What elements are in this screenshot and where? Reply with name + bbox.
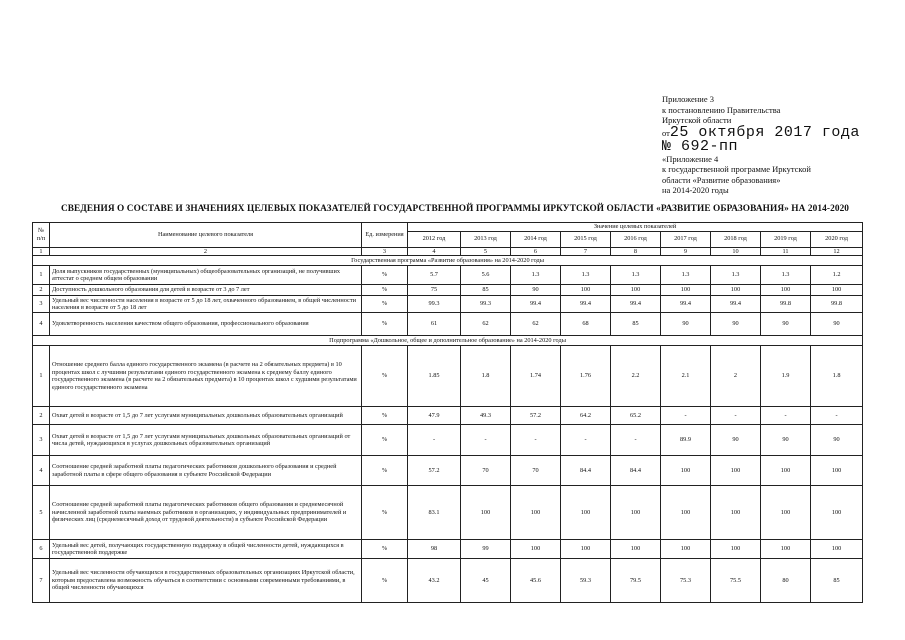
value-cell: 70 xyxy=(461,456,511,486)
table-row xyxy=(33,425,863,456)
value-cell: 1.3 xyxy=(511,266,561,285)
unit-cell: % xyxy=(362,456,408,486)
annex-line: области «Развитие образования» xyxy=(662,174,781,185)
value-cell: 100 xyxy=(711,285,761,296)
value-cell: 100 xyxy=(661,285,711,296)
value-cell: 75.5 xyxy=(711,559,761,603)
value-cell: 49.3 xyxy=(461,407,511,425)
value-cell: 85 xyxy=(461,285,511,296)
annex-line: Иркутской области xyxy=(662,115,732,125)
column-number: 2 xyxy=(50,247,362,256)
table-row xyxy=(33,266,863,285)
row-number: 1 xyxy=(33,266,50,285)
value-cell: 100 xyxy=(711,456,761,486)
indicator-name: Доля выпускников государственных (муниципальных) общеобразовательных организаций, не получивших аттестат о среднем общем образовании xyxy=(50,266,362,285)
value-cell: 62 xyxy=(511,313,561,336)
value-cell: 85 xyxy=(811,559,863,603)
value-cell: 89.9 xyxy=(661,425,711,456)
indicator-name: Соотношение средней заработной платы педагогических работников общего образования и среднемесячной начисленной заработной платы наемных работников в организациях, у индивидуальных предпринимателей и физических лиц (среднемесячный доход от трудовой деятельности) в субъекте Российской Федерации xyxy=(50,486,362,540)
value-cell: 99.4 xyxy=(661,296,711,313)
value-cell: 99.4 xyxy=(611,296,661,313)
row-number: 1 xyxy=(33,346,50,407)
annex-line: на 2014-2020 годы xyxy=(662,185,729,195)
value-cell: 99.3 xyxy=(408,296,461,313)
value-cell: 75.3 xyxy=(661,559,711,603)
value-cell: 100 xyxy=(611,540,661,559)
value-cell: 1.3 xyxy=(611,266,661,285)
value-cell: 90 xyxy=(511,285,561,296)
indicator-name: Удовлетворенность населения качеством общего образования, профессионального образования xyxy=(50,313,362,336)
annex-line: к постановлению Правительства xyxy=(662,104,781,115)
value-cell: 1.3 xyxy=(711,266,761,285)
value-cell: 100 xyxy=(761,456,811,486)
value-cell: 99.4 xyxy=(561,296,611,313)
value-cell: 64.2 xyxy=(561,407,611,425)
value-cell: 100 xyxy=(711,486,761,540)
value-cell: 99.3 xyxy=(461,296,511,313)
value-cell: 100 xyxy=(811,456,863,486)
value-cell: - xyxy=(611,425,661,456)
value-cell: 100 xyxy=(661,486,711,540)
row-number: 3 xyxy=(33,425,50,456)
section-row xyxy=(33,336,863,346)
header-year: 2016 год xyxy=(611,231,661,247)
value-cell: 85 xyxy=(611,313,661,336)
table-row xyxy=(33,456,863,486)
row-number: 4 xyxy=(33,313,50,336)
column-number: 4 xyxy=(408,247,461,256)
header-year: 2020 год xyxy=(811,231,863,247)
value-cell: 100 xyxy=(761,486,811,540)
value-cell: 90 xyxy=(811,425,863,456)
value-cell: 90 xyxy=(711,425,761,456)
value-cell: 100 xyxy=(611,486,661,540)
value-cell: 100 xyxy=(711,540,761,559)
row-number: 2 xyxy=(33,407,50,425)
annex-date-value: 25 октября 2017 года xyxy=(669,123,860,141)
section-title: Подпрограмма «Дошкольное, общее и дополнительное образование» на 2014-2020 годы xyxy=(33,336,863,346)
indicator-name: Соотношение средней заработной платы педагогических работников дошкольного образования и средней заработной платы в сфере общего образования в субъекте Российской Федерации xyxy=(50,456,362,486)
value-cell: 90 xyxy=(661,313,711,336)
unit-cell: % xyxy=(362,425,408,456)
value-cell: 1.9 xyxy=(761,346,811,407)
value-cell: 100 xyxy=(461,486,511,540)
indicator-name: Удельный вес численности обучающихся в государственных образовательных организациях Иркутской области, которым предоставлена возможность обучаться в соответствии с основными современными требованиями, в общей численности обучающихся xyxy=(50,559,362,603)
header-year: 2015 год xyxy=(561,231,611,247)
column-number: 9 xyxy=(661,247,711,256)
value-cell: 2.2 xyxy=(611,346,661,407)
value-cell: 90 xyxy=(711,313,761,336)
annex-block xyxy=(662,94,872,196)
indicator-name: Охват детей в возрасте от 1,5 до 7 лет услугами муниципальных дошкольных образовательных организаций xyxy=(50,407,362,425)
value-cell: 100 xyxy=(561,540,611,559)
value-cell: 100 xyxy=(811,486,863,540)
unit-cell: % xyxy=(362,540,408,559)
value-cell: 79.5 xyxy=(611,559,661,603)
row-number: 7 xyxy=(33,559,50,603)
column-number: 6 xyxy=(511,247,561,256)
value-cell: 84.4 xyxy=(611,456,661,486)
value-cell: 100 xyxy=(661,540,711,559)
value-cell: 43.2 xyxy=(408,559,461,603)
value-cell: 2 xyxy=(711,346,761,407)
value-cell: 62 xyxy=(461,313,511,336)
value-cell: 100 xyxy=(561,285,611,296)
value-cell: 99.8 xyxy=(761,296,811,313)
value-cell: - xyxy=(461,425,511,456)
section-title: Государственная программа «Развитие образования» на 2014-2020 годы xyxy=(33,256,863,266)
column-number: 3 xyxy=(362,247,408,256)
column-number: 8 xyxy=(611,247,661,256)
value-cell: 45.6 xyxy=(511,559,561,603)
header-year: 2013 год xyxy=(461,231,511,247)
value-cell: 90 xyxy=(761,425,811,456)
table-row xyxy=(33,540,863,559)
value-cell: 84.4 xyxy=(561,456,611,486)
column-number: 5 xyxy=(461,247,511,256)
value-cell: 1.76 xyxy=(561,346,611,407)
unit-cell: % xyxy=(362,285,408,296)
indicator-name: Доступность дошкольного образования для детей в возрасте от 3 до 7 лет xyxy=(50,285,362,296)
header-unit: Ед. измерения xyxy=(362,223,408,248)
row-number: 5 xyxy=(33,486,50,540)
value-cell: - xyxy=(408,425,461,456)
header-name: Наименование целевого показателя xyxy=(50,223,362,248)
value-cell: 57.2 xyxy=(408,456,461,486)
table-row xyxy=(33,296,863,313)
value-cell: - xyxy=(711,407,761,425)
value-cell: 100 xyxy=(761,285,811,296)
column-number: 7 xyxy=(561,247,611,256)
value-cell: 100 xyxy=(611,285,661,296)
value-cell: 1.3 xyxy=(661,266,711,285)
value-cell: 100 xyxy=(511,540,561,559)
value-cell: 100 xyxy=(811,285,863,296)
table-row xyxy=(33,407,863,425)
indicator-name: Удельный вес детей, получающих государственную поддержку в общей численности детей, нуждающихся в государственной поддержке xyxy=(50,540,362,559)
value-cell: 45 xyxy=(461,559,511,603)
value-cell: 5.7 xyxy=(408,266,461,285)
unit-cell: % xyxy=(362,266,408,285)
value-cell: 65.2 xyxy=(611,407,661,425)
indicator-name: Удельный вес численности населения в возрасте от 5 до 18 лет, охваченного образованием, в общей численности населения в возрасте от 5 до 18 лет xyxy=(50,296,362,313)
value-cell: 1.74 xyxy=(511,346,561,407)
value-cell: 59.3 xyxy=(561,559,611,603)
header-year: 2014 год xyxy=(511,231,561,247)
value-cell: 99.4 xyxy=(511,296,561,313)
unit-cell: % xyxy=(362,407,408,425)
column-number: 10 xyxy=(711,247,761,256)
value-cell: 2.1 xyxy=(661,346,711,407)
value-cell: 1.8 xyxy=(811,346,863,407)
value-cell: 70 xyxy=(511,456,561,486)
value-cell: 100 xyxy=(661,456,711,486)
indicators-table xyxy=(32,222,863,603)
table-row xyxy=(33,285,863,296)
value-cell: 5.6 xyxy=(461,266,511,285)
unit-cell: % xyxy=(362,559,408,603)
value-cell: 100 xyxy=(811,540,863,559)
value-cell: 47.9 xyxy=(408,407,461,425)
value-cell: 90 xyxy=(811,313,863,336)
value-cell: 99.8 xyxy=(811,296,863,313)
value-cell: 98 xyxy=(408,540,461,559)
unit-cell: % xyxy=(362,486,408,540)
annex-line: к государственной программе Иркутской xyxy=(662,164,811,174)
indicator-name: Отношение среднего балла единого государственного экзамена (в расчете на 2 обязательных предмета) в 10 процентах школ с лучшими результатами единого государственного экзамена к среднему баллу единого государственного экзамена (в расчете на 2 обязательных предмета) в 10 процентах школ с худшими результатами единого государственного экзамена xyxy=(50,346,362,407)
table-row xyxy=(33,486,863,540)
table-row xyxy=(33,346,863,407)
annex-number: № 692-пп xyxy=(662,137,739,155)
annex-date-prefix: от xyxy=(662,127,670,138)
value-cell: 80 xyxy=(761,559,811,603)
column-number: 12 xyxy=(811,247,863,256)
annex-line: «Приложение 4 xyxy=(662,153,719,164)
value-cell: 100 xyxy=(561,486,611,540)
value-cell: - xyxy=(811,407,863,425)
value-cell: - xyxy=(511,425,561,456)
value-cell: 90 xyxy=(761,313,811,336)
indicator-name: Охват детей в возрасте от 1,5 до 7 лет услугами муниципальных дошкольных образовательных организаций от числа детей, нуждающихся в услугах дошкольных образовательных организаций xyxy=(50,425,362,456)
column-number: 11 xyxy=(761,247,811,256)
unit-cell: % xyxy=(362,313,408,336)
row-number: 2 xyxy=(33,285,50,296)
value-cell: 1.85 xyxy=(408,346,461,407)
value-cell: 1.8 xyxy=(461,346,511,407)
document-title: СВЕДЕНИЯ О СОСТАВЕ И ЗНАЧЕНИЯХ ЦЕЛЕВЫХ ПОКАЗАТЕЛЕЙ ГОСУДАРСТВЕННОЙ ПРОГРАММЫ ИРКУТСКОЙ ОБЛАСТИ «РАЗВИТИЕ ОБРАЗОВАНИЯ» НА 2014-2020 xyxy=(60,204,850,214)
header-year: 2018 год xyxy=(711,231,761,247)
value-cell: 1.2 xyxy=(811,266,863,285)
value-cell: 1.3 xyxy=(561,266,611,285)
value-cell: 75 xyxy=(408,285,461,296)
value-cell: 99 xyxy=(461,540,511,559)
unit-cell: % xyxy=(362,346,408,407)
annex-line: Приложение 3 xyxy=(662,94,714,104)
header-year: 2017 год xyxy=(661,231,711,247)
section-row xyxy=(33,256,863,266)
header-num: № п/п xyxy=(33,223,50,248)
value-cell: 100 xyxy=(761,540,811,559)
unit-cell: % xyxy=(362,296,408,313)
row-number: 4 xyxy=(33,456,50,486)
value-cell: - xyxy=(661,407,711,425)
header-year: 2012 год xyxy=(408,231,461,247)
value-cell: 57.2 xyxy=(511,407,561,425)
value-cell: 68 xyxy=(561,313,611,336)
row-number: 6 xyxy=(33,540,50,559)
value-cell: 83.1 xyxy=(408,486,461,540)
value-cell: 100 xyxy=(511,486,561,540)
value-cell: 1.3 xyxy=(761,266,811,285)
header-values: Значение целевых показателей xyxy=(408,223,863,232)
value-cell: 99.4 xyxy=(711,296,761,313)
value-cell: - xyxy=(561,425,611,456)
header-year: 2019 год xyxy=(761,231,811,247)
value-cell: 61 xyxy=(408,313,461,336)
table-row xyxy=(33,559,863,603)
row-number: 3 xyxy=(33,296,50,313)
value-cell: - xyxy=(761,407,811,425)
column-number: 1 xyxy=(33,247,50,256)
table-row xyxy=(33,313,863,336)
